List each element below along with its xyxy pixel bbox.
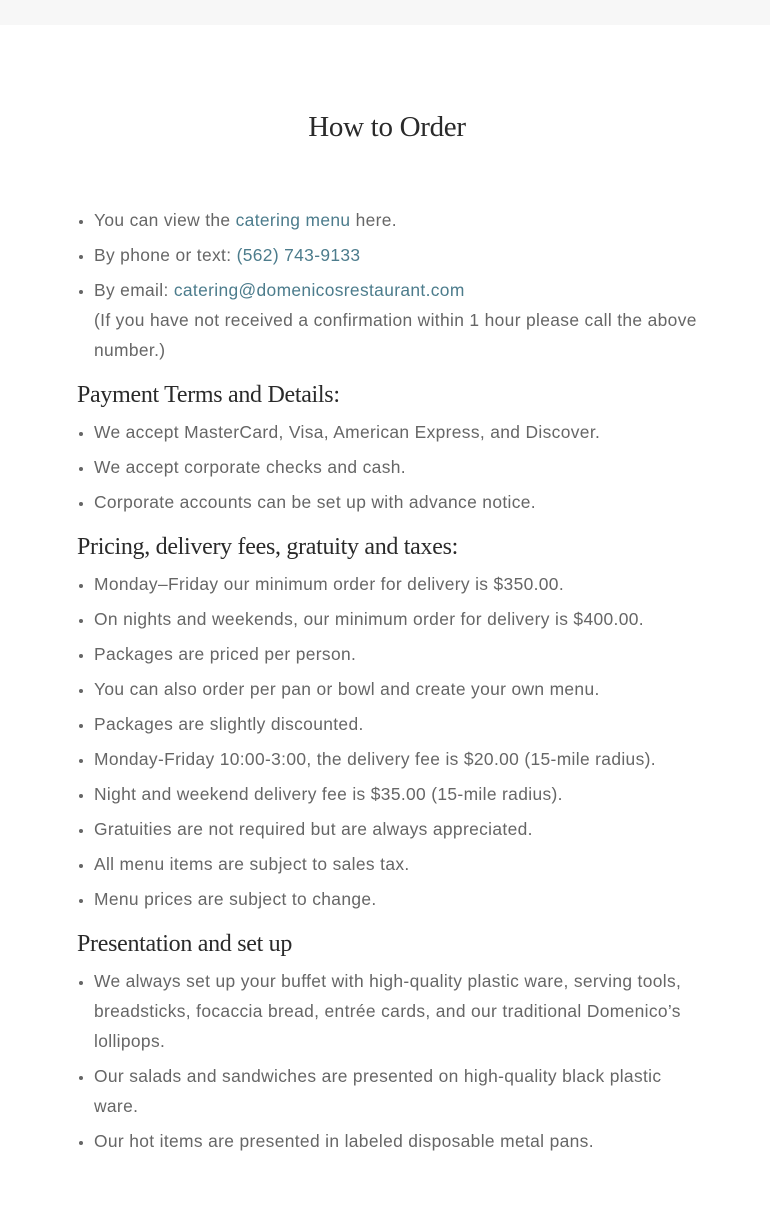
section-heading: Presentation and set up (77, 931, 293, 957)
list-item: • On nights and weekends, our minimum order for delivery is $400.00. (94, 604, 697, 634)
section-list (77, 966, 697, 1156)
email-link[interactable]: catering@domenicosrestaurant.com (173, 280, 465, 300)
list-item: • Monday–Friday our minimum order for delivery is $350.00. (94, 569, 697, 599)
list-item: • Monday-Friday 10:00-3:00, the delivery fee is $20.00 (15-mile radius). (94, 744, 697, 774)
list-item: • Our salads and sandwiches are presented on high-quality black plastic ware. (94, 1061, 697, 1121)
phone-link[interactable]: (562) 743-9133 (236, 245, 361, 265)
sections (77, 379, 697, 1156)
list-item: • Corporate accounts can be set up with advance notice. (94, 487, 697, 517)
list-item: • We accept MasterCard, Visa, American Express, and Discover. (94, 417, 697, 447)
list-item: • All menu items are subject to sales tax. (94, 849, 697, 879)
list-item: • Packages are priced per person. (94, 639, 697, 669)
text: By email: (94, 280, 174, 300)
list-item: • We always set up your buffet with high-quality plastic ware, serving tools, breadsticks, focaccia bread, entrée cards, and our traditional Domenico’s lollipops. (94, 966, 697, 1056)
list-item: • You can also order per pan or bowl and create your own menu. (94, 674, 697, 704)
page-content (77, 105, 697, 1161)
catering-menu-link[interactable]: catering menu (235, 210, 351, 230)
list-item: • Menu prices are subject to change. (94, 884, 697, 914)
list-item: • Packages are slightly discounted. (94, 709, 697, 739)
list-item (94, 205, 697, 235)
email-note: (If you have not received a confirmation within 1 hour please call the above number.) (94, 310, 697, 360)
text: here. (350, 210, 397, 230)
list-item (94, 240, 697, 270)
page-title: How to Order (308, 111, 466, 143)
section-heading: Payment Terms and Details: (77, 382, 340, 408)
text: You can view the (94, 210, 236, 230)
list-item: • Gratuities are not required but are always appreciated. (94, 814, 697, 844)
section-heading: Pricing, delivery fees, gratuity and taxes: (77, 534, 458, 560)
list-item: • Night and weekend delivery fee is $35.00 (15-mile radius). (94, 779, 697, 809)
section-list (77, 417, 697, 517)
top-bar (0, 0, 770, 25)
list-item (94, 275, 697, 365)
order-methods-list (77, 205, 697, 365)
list-item: • We accept corporate checks and cash. (94, 452, 697, 482)
list-item: • Our hot items are presented in labeled disposable metal pans. (94, 1126, 697, 1156)
section-list (77, 569, 697, 914)
text: By phone or text: (94, 245, 237, 265)
